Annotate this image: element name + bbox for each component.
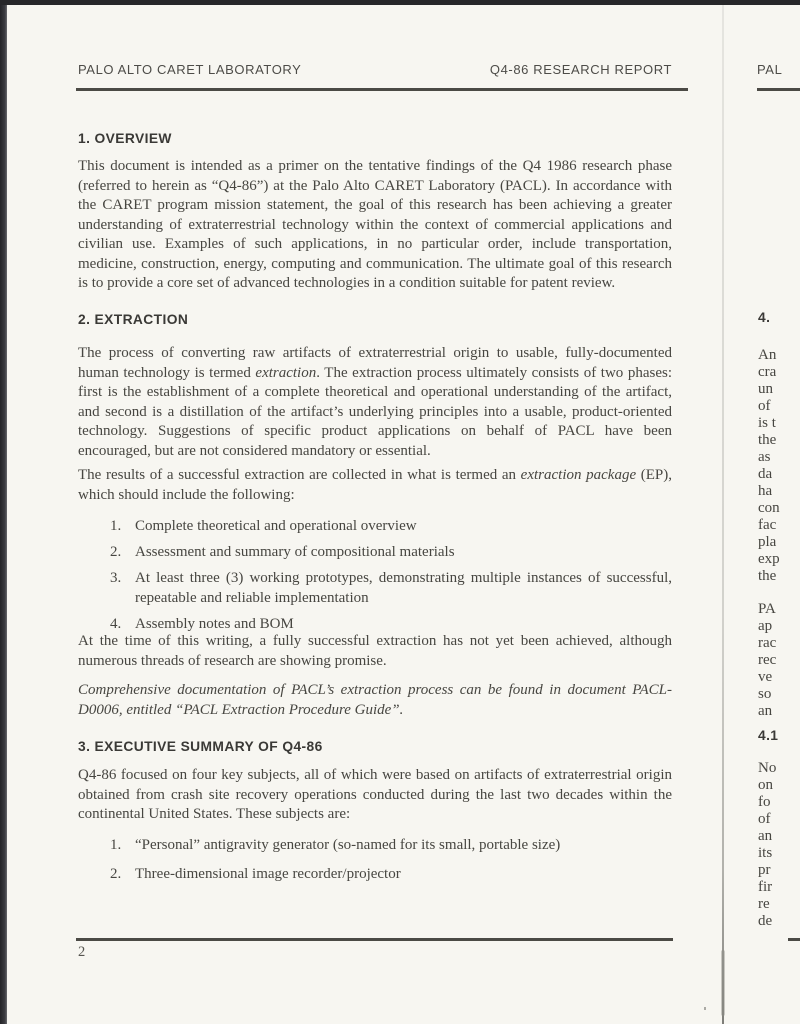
list-item-number: 2. — [110, 544, 122, 560]
section-heading-overview: 1. OVERVIEW — [78, 131, 172, 146]
list-item-number: 2. — [110, 865, 122, 882]
text-fragment: is t — [758, 415, 776, 431]
scan-smudge — [721, 950, 725, 1016]
next-page-text-fragments-3 — [758, 760, 800, 930]
text-fragment: an — [758, 703, 773, 719]
header-right-text: Q4-86 RESEARCH REPORT — [489, 62, 672, 77]
text-fragment: on — [758, 777, 773, 793]
header-left-text: PALO ALTO CARET LABORATORY — [78, 62, 302, 77]
left-scan-edge — [0, 0, 7, 1024]
list-item — [78, 836, 672, 856]
list-item-number: 4. — [110, 615, 122, 632]
text-fragment: fac — [758, 517, 777, 533]
list-item-text: Assessment and summary of compositional materials — [135, 544, 455, 560]
extraction-doc-note: Comprehensive documentation of PACL’s extraction process can be found in document PACL-D0006, entitled “PACL Extraction Procedure Guide”. — [78, 682, 672, 718]
list-item-text: Complete theoretical and operational overview — [135, 518, 417, 534]
text-fragment: un — [758, 381, 773, 397]
text-fragment: No — [758, 760, 777, 776]
next-page-footer-rule-fragment — [788, 938, 800, 941]
text-fragment: de — [758, 913, 773, 929]
extraction-paragraph-2-pre: The results of a successful extraction are collected in what is termed an — [78, 467, 521, 483]
text-fragment: con — [758, 500, 780, 516]
extraction-paragraph-2 — [78, 466, 672, 505]
list-item-number: 3. — [110, 570, 122, 586]
text-fragment: ap — [758, 618, 773, 634]
top-scan-edge — [0, 0, 800, 5]
text-fragment: as — [758, 449, 771, 465]
list-item — [78, 517, 672, 537]
text-fragment: the — [758, 568, 777, 584]
text-fragment: the — [758, 432, 777, 448]
text-fragment: An — [758, 347, 777, 363]
text-fragment: rec — [758, 652, 777, 668]
next-page-section-4-heading: 4. — [758, 310, 771, 325]
text-fragment: of — [758, 811, 771, 827]
text-fragment: pr — [758, 862, 771, 878]
text-fragment: its — [758, 845, 773, 861]
text-fragment: so — [758, 686, 772, 702]
text-fragment: ve — [758, 669, 773, 685]
section-heading-extraction: 2. EXTRACTION — [78, 312, 189, 327]
text-fragment: rac — [758, 635, 777, 651]
next-page-text-fragments-2 — [758, 601, 800, 720]
text-fragment: an — [758, 828, 773, 844]
list-item — [78, 865, 672, 885]
extraction-paragraph-1 — [78, 344, 672, 461]
text-fragment: ha — [758, 483, 773, 499]
next-page-header-rule-fragment — [757, 88, 800, 91]
header-rule — [76, 88, 688, 91]
list-item-text: “Personal” antigravity generator (so-named for its small, portable size) — [135, 837, 561, 853]
page-header — [78, 62, 672, 77]
summary-paragraph: Q4-86 focused on four key subjects, all of which were based on artifacts of extraterrestrial origin obtained from crash site recovery operations conducted during the last two decades within the continental United States. These subjects are: — [78, 767, 672, 822]
overview-paragraph: This document is intended as a primer on the tentative findings of the Q4 1986 research phase (referred to herein as “Q4-86”) at the Palo Alto CARET Laboratory (PACL). In accordance with the CARET program mission statement, the goal of this research has been achieving a greater understanding of extraterrestrial technology within the context of commercial applications and civilian use. Examples of such applications, in no particular order, include transportation, medicine, construction, energy, computing and communication. The ultimate goal of this research is to provide a core set of advanced technologies in a condition suitable for patent review. — [78, 158, 672, 291]
list-item-text: Assembly notes and BOM — [135, 615, 294, 632]
text-fragment: re — [758, 896, 770, 912]
page-edge-divider — [722, 5, 724, 1024]
extraction-status-paragraph: At the time of this writing, a fully successful extraction has not yet been achieved, although numerous threads of research are showing promise. — [78, 633, 672, 669]
page-number: 2 — [78, 944, 86, 960]
text-fragment: fir — [758, 879, 773, 895]
list-item-number: 1. — [110, 837, 122, 853]
scan-speck — [704, 1007, 706, 1010]
text-fragment: PA — [758, 601, 776, 617]
next-page-section-41-heading: 4.1 — [758, 728, 779, 743]
next-page-text-fragments-1 — [758, 347, 800, 585]
text-fragment: exp — [758, 551, 780, 567]
text-fragment: pla — [758, 534, 777, 550]
text-fragment: da — [758, 466, 773, 482]
extraction-paragraph-2-post: (EP), which should include the following: — [78, 467, 672, 503]
extraction-package-term-italic: extraction package — [520, 467, 637, 483]
list-item-number: 1. — [110, 518, 122, 534]
extraction-paragraph-1-pre: The process of converting raw artifacts of extraterrestrial origin to usable, fully-documented human technology is termed — [78, 345, 672, 381]
text-fragment: fo — [758, 794, 771, 810]
list-item — [78, 543, 672, 563]
section-heading-executive-summary: 3. EXECUTIVE SUMMARY OF Q4-86 — [78, 739, 323, 754]
next-page-header-fragment: PAL — [757, 62, 783, 77]
list-item — [78, 569, 672, 608]
ep-requirements-list — [78, 517, 672, 641]
extraction-term-italic: extraction — [255, 364, 317, 381]
list-item-text: Three-dimensional image recorder/projector — [135, 865, 401, 882]
text-fragment: cra — [758, 364, 777, 380]
extraction-paragraph-1-post: . The extraction process ultimately consists of two phases: first is the establishment of a complete theoretical and operational understanding of the artifact, and second is a distillation of the artifact’s underlying principles into a usable, product-oriented technology. Suggestions of specific product applications on behalf of PACL have been encouraged, but are not considered mandatory or essential. — [78, 364, 672, 459]
footer-rule — [76, 938, 673, 941]
subjects-list — [78, 836, 672, 893]
text-fragment: of — [758, 398, 771, 414]
list-item-text: At least three (3) working prototypes, demonstrating multiple instances of successful, repeatable and reliable implementation — [135, 570, 672, 606]
